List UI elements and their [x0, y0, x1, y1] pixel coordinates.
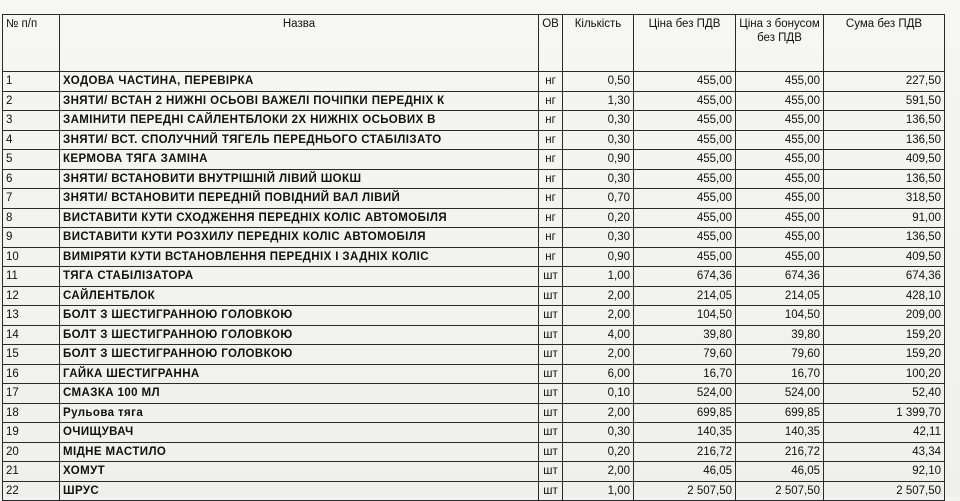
- row-qty: 0,90: [563, 247, 634, 267]
- header-num: № п/п: [3, 15, 60, 72]
- row-price: 455,00: [634, 208, 736, 228]
- row-price-bonus: 455,00: [736, 130, 824, 150]
- row-qty: 2,00: [563, 403, 634, 423]
- row-qty: 0,30: [563, 423, 634, 443]
- row-unit: шт: [539, 384, 563, 404]
- row-price-bonus: 455,00: [736, 72, 824, 92]
- row-number: 21: [3, 462, 60, 482]
- row-unit: нг: [539, 189, 563, 209]
- row-qty: 4,00: [563, 325, 634, 345]
- row-price: 455,00: [634, 169, 736, 189]
- table-row: [3, 403, 945, 423]
- row-qty: 2,00: [563, 286, 634, 306]
- table-row: [3, 423, 945, 443]
- row-sum: 2 507,50: [824, 481, 945, 501]
- row-unit: нг: [539, 169, 563, 189]
- row-name: Рульова тяга: [60, 403, 539, 423]
- header-row: [3, 15, 945, 72]
- row-price: 455,00: [634, 189, 736, 209]
- row-price: 455,00: [634, 130, 736, 150]
- row-price: 699,85: [634, 403, 736, 423]
- row-number: 19: [3, 423, 60, 443]
- row-number: 3: [3, 111, 60, 131]
- row-qty: 1,30: [563, 91, 634, 111]
- row-number: 6: [3, 169, 60, 189]
- row-name: ЗНЯТИ/ ВСТАНОВИТИ ПЕРЕДНІЙ ПОВІДНИЙ ВАЛ ЛІВИЙ: [60, 189, 539, 209]
- row-price-bonus: 455,00: [736, 169, 824, 189]
- row-qty: 0,30: [563, 111, 634, 131]
- row-name: БОЛТ З ШЕСТИГРАННОЮ ГОЛОВКОЮ: [60, 325, 539, 345]
- row-name: ЗНЯТИ/ ВСТ. СПОЛУЧНИЙ ТЯГЕЛЬ ПЕРЕДНЬОГО СТАБІЛІЗАТО: [60, 130, 539, 150]
- row-name: ТЯГА СТАБІЛІЗАТОРА: [60, 267, 539, 287]
- table-row: [3, 286, 945, 306]
- row-name: КЕРМОВА ТЯГА ЗАМІНА: [60, 150, 539, 170]
- row-price: 216,72: [634, 442, 736, 462]
- row-price: 16,70: [634, 364, 736, 384]
- row-sum: 42,11: [824, 423, 945, 443]
- row-price-bonus: 214,05: [736, 286, 824, 306]
- row-unit: шт: [539, 325, 563, 345]
- row-name: ЗНЯТИ/ ВСТАНОВИТИ ВНУТРІШНІЙ ЛІВИЙ ШОКШ: [60, 169, 539, 189]
- row-name: ВИМІРЯТИ КУТИ ВСТАНОВЛЕННЯ ПЕРЕДНІХ І ЗАДНІХ КОЛІС: [60, 247, 539, 267]
- row-name: ХОМУТ: [60, 462, 539, 482]
- row-sum: 136,50: [824, 130, 945, 150]
- row-number: 4: [3, 130, 60, 150]
- header-name: Назва: [60, 15, 539, 72]
- row-price: 674,36: [634, 267, 736, 287]
- row-price: 2 507,50: [634, 481, 736, 501]
- table-row: [3, 267, 945, 287]
- row-qty: 2,00: [563, 462, 634, 482]
- table-row: [3, 442, 945, 462]
- table-row: [3, 189, 945, 209]
- row-unit: шт: [539, 267, 563, 287]
- table-row: [3, 481, 945, 501]
- row-number: 2: [3, 91, 60, 111]
- row-price: 455,00: [634, 247, 736, 267]
- row-price: 79,60: [634, 345, 736, 365]
- row-price-bonus: 216,72: [736, 442, 824, 462]
- invoice-body: [3, 72, 945, 501]
- table-row: [3, 228, 945, 248]
- row-sum: 136,50: [824, 111, 945, 131]
- table-row: [3, 325, 945, 345]
- table-row: [3, 91, 945, 111]
- row-number: 22: [3, 481, 60, 501]
- row-name: МІДНЕ МАСТИЛО: [60, 442, 539, 462]
- row-qty: 0,20: [563, 208, 634, 228]
- row-sum: 591,50: [824, 91, 945, 111]
- row-unit: нг: [539, 130, 563, 150]
- row-sum: 159,20: [824, 345, 945, 365]
- row-name: ВИСТАВИТИ КУТИ СХОДЖЕННЯ ПЕРЕДНІХ КОЛІС АВТОМОБІЛЯ: [60, 208, 539, 228]
- row-sum: 43,34: [824, 442, 945, 462]
- row-number: 20: [3, 442, 60, 462]
- header-price: Ціна без ПДВ: [634, 15, 736, 72]
- row-sum: 409,50: [824, 247, 945, 267]
- row-number: 9: [3, 228, 60, 248]
- row-name: БОЛТ З ШЕСТИГРАННОЮ ГОЛОВКОЮ: [60, 306, 539, 326]
- row-sum: 159,20: [824, 325, 945, 345]
- row-number: 5: [3, 150, 60, 170]
- row-unit: шт: [539, 403, 563, 423]
- row-sum: 674,36: [824, 267, 945, 287]
- row-price-bonus: 455,00: [736, 111, 824, 131]
- row-sum: 318,50: [824, 189, 945, 209]
- row-name: ГАЙКА ШЕСТИГРАННА: [60, 364, 539, 384]
- row-unit: шт: [539, 442, 563, 462]
- row-sum: 428,10: [824, 286, 945, 306]
- row-name: ЗАМІНИТИ ПЕРЕДНІ САЙЛЕНТБЛОКИ 2Х НИЖНІХ ОСЬОВИХ В: [60, 111, 539, 131]
- row-price-bonus: 674,36: [736, 267, 824, 287]
- row-unit: нг: [539, 72, 563, 92]
- row-qty: 0,30: [563, 228, 634, 248]
- row-number: 15: [3, 345, 60, 365]
- row-number: 8: [3, 208, 60, 228]
- header-sum: Сума без ПДВ: [824, 15, 945, 72]
- row-price-bonus: 524,00: [736, 384, 824, 404]
- row-price: 455,00: [634, 150, 736, 170]
- row-unit: шт: [539, 462, 563, 482]
- table-row: [3, 111, 945, 131]
- row-price-bonus: 39,80: [736, 325, 824, 345]
- row-sum: 91,00: [824, 208, 945, 228]
- row-price-bonus: 455,00: [736, 91, 824, 111]
- table-row: [3, 364, 945, 384]
- row-sum: 209,00: [824, 306, 945, 326]
- table-row: [3, 247, 945, 267]
- row-price: 524,00: [634, 384, 736, 404]
- row-name: СМАЗКА 100 МЛ: [60, 384, 539, 404]
- row-unit: шт: [539, 306, 563, 326]
- table-row: [3, 150, 945, 170]
- row-price-bonus: 2 507,50: [736, 481, 824, 501]
- row-number: 12: [3, 286, 60, 306]
- row-number: 13: [3, 306, 60, 326]
- row-price-bonus: 455,00: [736, 150, 824, 170]
- row-name: ШРУС: [60, 481, 539, 501]
- row-price-bonus: 79,60: [736, 345, 824, 365]
- row-name: ВИСТАВИТИ КУТИ РОЗХИЛУ ПЕРЕДНІХ КОЛІС АВТОМОБІЛЯ: [60, 228, 539, 248]
- row-qty: 0,20: [563, 442, 634, 462]
- row-name: ЗНЯТИ/ ВСТАН 2 НИЖНІ ОСЬОВІ ВАЖЕЛІ ПОЧІПКИ ПЕРЕДНІХ К: [60, 91, 539, 111]
- header-unit: ОВ: [539, 15, 563, 72]
- row-number: 10: [3, 247, 60, 267]
- row-unit: нг: [539, 247, 563, 267]
- row-price: 455,00: [634, 111, 736, 131]
- row-sum: 409,50: [824, 150, 945, 170]
- row-unit: шт: [539, 364, 563, 384]
- row-price: 46,05: [634, 462, 736, 482]
- row-name: САЙЛЕНТБЛОК: [60, 286, 539, 306]
- row-unit: шт: [539, 481, 563, 501]
- row-price: 104,50: [634, 306, 736, 326]
- row-qty: 1,00: [563, 481, 634, 501]
- table-row: [3, 345, 945, 365]
- row-number: 14: [3, 325, 60, 345]
- row-price: 455,00: [634, 228, 736, 248]
- row-qty: 6,00: [563, 364, 634, 384]
- table-row: [3, 169, 945, 189]
- row-name: ХОДОВА ЧАСТИНА, ПЕРЕВІРКА: [60, 72, 539, 92]
- header-qty: Кількість: [563, 15, 634, 72]
- row-price: 214,05: [634, 286, 736, 306]
- row-qty: 2,00: [563, 345, 634, 365]
- row-unit: нг: [539, 150, 563, 170]
- row-number: 11: [3, 267, 60, 287]
- row-unit: шт: [539, 286, 563, 306]
- row-unit: шт: [539, 423, 563, 443]
- row-number: 17: [3, 384, 60, 404]
- table-row: [3, 462, 945, 482]
- row-name: БОЛТ З ШЕСТИГРАННОЮ ГОЛОВКОЮ: [60, 345, 539, 365]
- row-price: 455,00: [634, 91, 736, 111]
- row-price-bonus: 455,00: [736, 228, 824, 248]
- row-price-bonus: 16,70: [736, 364, 824, 384]
- row-unit: нг: [539, 228, 563, 248]
- table-row: [3, 306, 945, 326]
- row-qty: 1,00: [563, 267, 634, 287]
- row-qty: 0,70: [563, 189, 634, 209]
- row-unit: нг: [539, 91, 563, 111]
- row-sum: 100,20: [824, 364, 945, 384]
- header-price-bonus: Ціна з бонусом без ПДВ: [736, 15, 824, 72]
- row-qty: 0,10: [563, 384, 634, 404]
- invoice-table: [2, 14, 945, 501]
- row-sum: 136,50: [824, 169, 945, 189]
- row-price-bonus: 455,00: [736, 247, 824, 267]
- table-row: [3, 384, 945, 404]
- row-sum: 227,50: [824, 72, 945, 92]
- row-sum: 92,10: [824, 462, 945, 482]
- row-qty: 0,30: [563, 130, 634, 150]
- row-unit: нг: [539, 111, 563, 131]
- table-row: [3, 72, 945, 92]
- row-price: 140,35: [634, 423, 736, 443]
- row-number: 1: [3, 72, 60, 92]
- row-name: ОЧИЩУВАЧ: [60, 423, 539, 443]
- row-price-bonus: 455,00: [736, 208, 824, 228]
- row-sum: 136,50: [824, 228, 945, 248]
- row-qty: 0,50: [563, 72, 634, 92]
- row-number: 18: [3, 403, 60, 423]
- row-price-bonus: 699,85: [736, 403, 824, 423]
- row-qty: 0,30: [563, 169, 634, 189]
- row-sum: 1 399,70: [824, 403, 945, 423]
- row-price-bonus: 104,50: [736, 306, 824, 326]
- row-unit: нг: [539, 208, 563, 228]
- row-price: 455,00: [634, 72, 736, 92]
- row-number: 7: [3, 189, 60, 209]
- row-sum: 52,40: [824, 384, 945, 404]
- row-qty: 2,00: [563, 306, 634, 326]
- table-row: [3, 208, 945, 228]
- row-price-bonus: 455,00: [736, 189, 824, 209]
- row-qty: 0,90: [563, 150, 634, 170]
- row-price-bonus: 46,05: [736, 462, 824, 482]
- row-unit: шт: [539, 345, 563, 365]
- row-number: 16: [3, 364, 60, 384]
- row-price-bonus: 140,35: [736, 423, 824, 443]
- row-price: 39,80: [634, 325, 736, 345]
- table-row: [3, 130, 945, 150]
